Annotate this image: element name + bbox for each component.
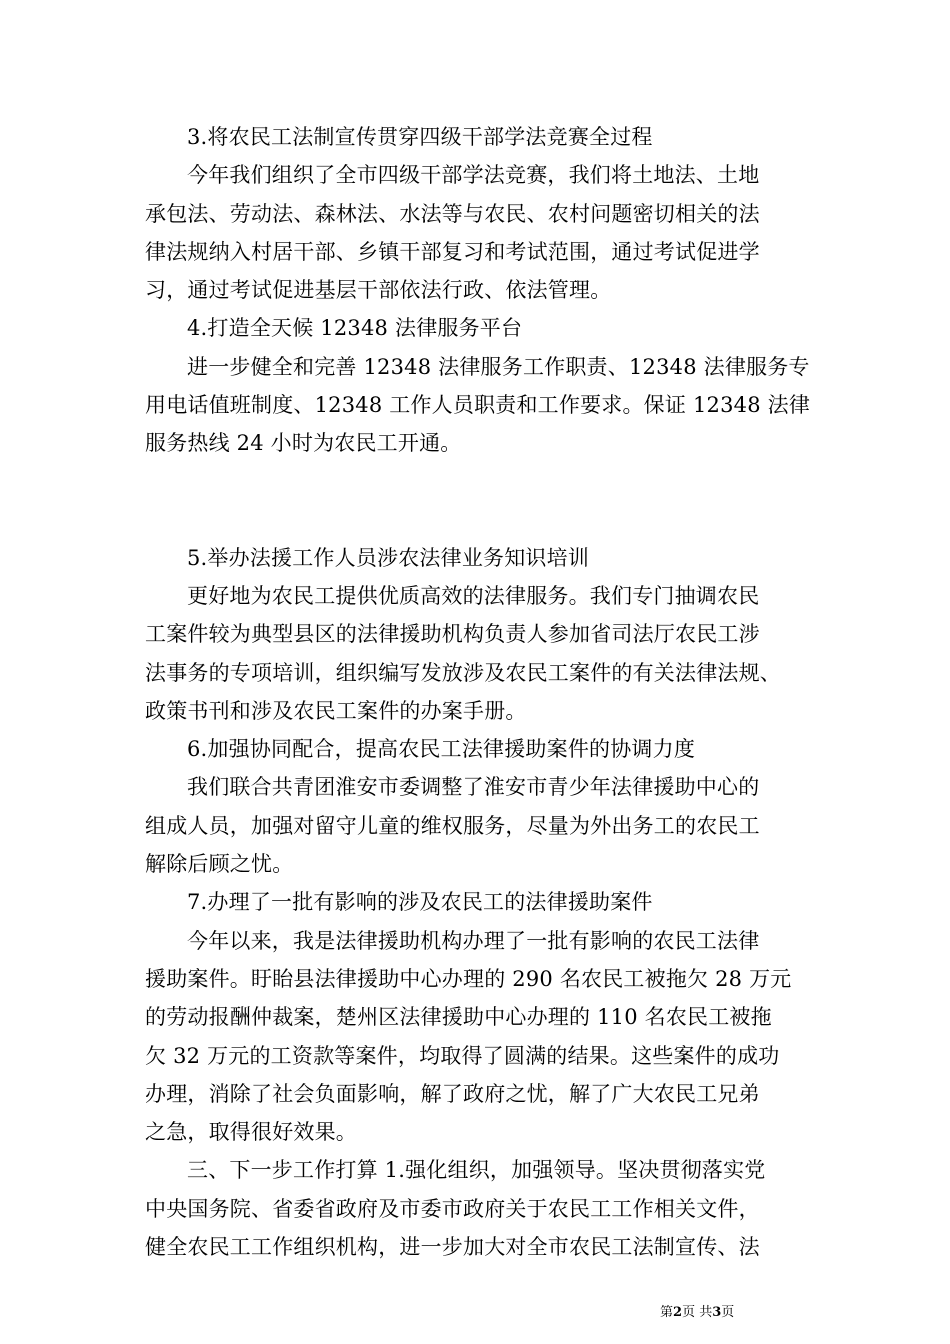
blank-space	[145, 463, 805, 539]
heading-5: 5.举办法援工作人员涉农法律业务知识培训	[187, 545, 590, 570]
total-page-number: 3	[712, 1305, 722, 1320]
paragraph-line: 中央国务院、省委省政府及市委市政府关于农民工工作相关文件，	[145, 1196, 760, 1221]
paragraph-line: 欠 32 万元的工资款等案件，均取得了圆满的结果。这些案件的成功	[145, 1043, 780, 1068]
paragraph-line: 习，通过考试促进基层干部依法行政、依法管理。	[145, 278, 612, 303]
page-number-footer	[660, 1305, 810, 1321]
paragraph-line: 用电话值班制度、12348 工作人员职责和工作要求。保证 12348 法律	[145, 393, 811, 418]
paragraph-line: 之急，取得很好效果。	[145, 1120, 357, 1145]
document-body	[145, 118, 811, 1266]
paragraph-line: 承包法、劳动法、森林法、水法等与农民、农村问题密切相关的法	[145, 201, 760, 226]
paragraph-line: 的劳动报酬仲裁案，楚州区法律援助中心办理的 110 名农民工被拖	[145, 1005, 772, 1030]
paragraph-line: 工案件较为典型县区的法律援助机构负责人参加省司法厅农民工涉	[145, 622, 760, 647]
paragraph-line: 政策书刊和涉及农民工案件的办案手册。	[145, 698, 527, 723]
heading-3: 3.将农民工法制宣传贯穿四级干部学法竞赛全过程	[187, 125, 653, 149]
paragraph-line: 更好地为农民工提供优质高效的法律服务。我们专门抽调农民	[187, 583, 760, 608]
paragraph-line: 今年我们组织了全市四级干部学法竞赛，我们将土地法、土地	[187, 163, 760, 188]
heading-7: 7.办理了一批有影响的涉及农民工的法律援助案件	[187, 890, 653, 915]
footer-suffix: 页	[721, 1305, 735, 1320]
heading-6: 6.加强协同配合，提高农民工法律援助案件的协调力度	[187, 737, 696, 762]
paragraph-line: 我们联合共青团淮安市委调整了淮安市青少年法律援助中心的	[187, 775, 760, 800]
heading-4: 4.打造全天候 12348 法律服务平台	[187, 316, 523, 341]
paragraph-line: 今年以来，我是法律援助机构办理了一批有影响的农民工法律	[187, 928, 760, 953]
current-page-number: 2	[673, 1305, 683, 1320]
footer-middle: 页 共	[682, 1305, 713, 1320]
paragraph-line: 办理，消除了社会负面影响，解了政府之忧，解了广大农民工兄弟	[145, 1081, 760, 1106]
paragraph-line: 援助案件。盱眙县法律援助中心办理的 290 名农民工被拖欠 28 万元	[145, 966, 792, 991]
paragraph-line: 组成人员，加强对留守儿童的维权服务，尽量为外出务工的农民工	[145, 813, 760, 838]
footer-prefix: 第	[660, 1305, 674, 1320]
paragraph-line: 解除后顾之忧。	[145, 852, 294, 877]
paragraph-line: 服务热线 24 小时为农民工开通。	[145, 431, 462, 456]
paragraph-line: 健全农民工工作组织机构，进一步加大对全市农民工法制宣传、法	[145, 1235, 760, 1260]
paragraph-line: 法事务的专项培训，组织编写发放涉及农民工案件的有关法律法规、	[145, 660, 781, 685]
section-heading-next-steps: 三、下一步工作打算 1.强化组织，加强领导。坚决贯彻落实党	[187, 1158, 766, 1183]
paragraph-line: 律法规纳入村居干部、乡镇干部复习和考试范围，通过考试促进学	[145, 239, 760, 264]
paragraph-line: 进一步健全和完善 12348 法律服务工作职责、12348 法律服务专	[187, 354, 810, 379]
